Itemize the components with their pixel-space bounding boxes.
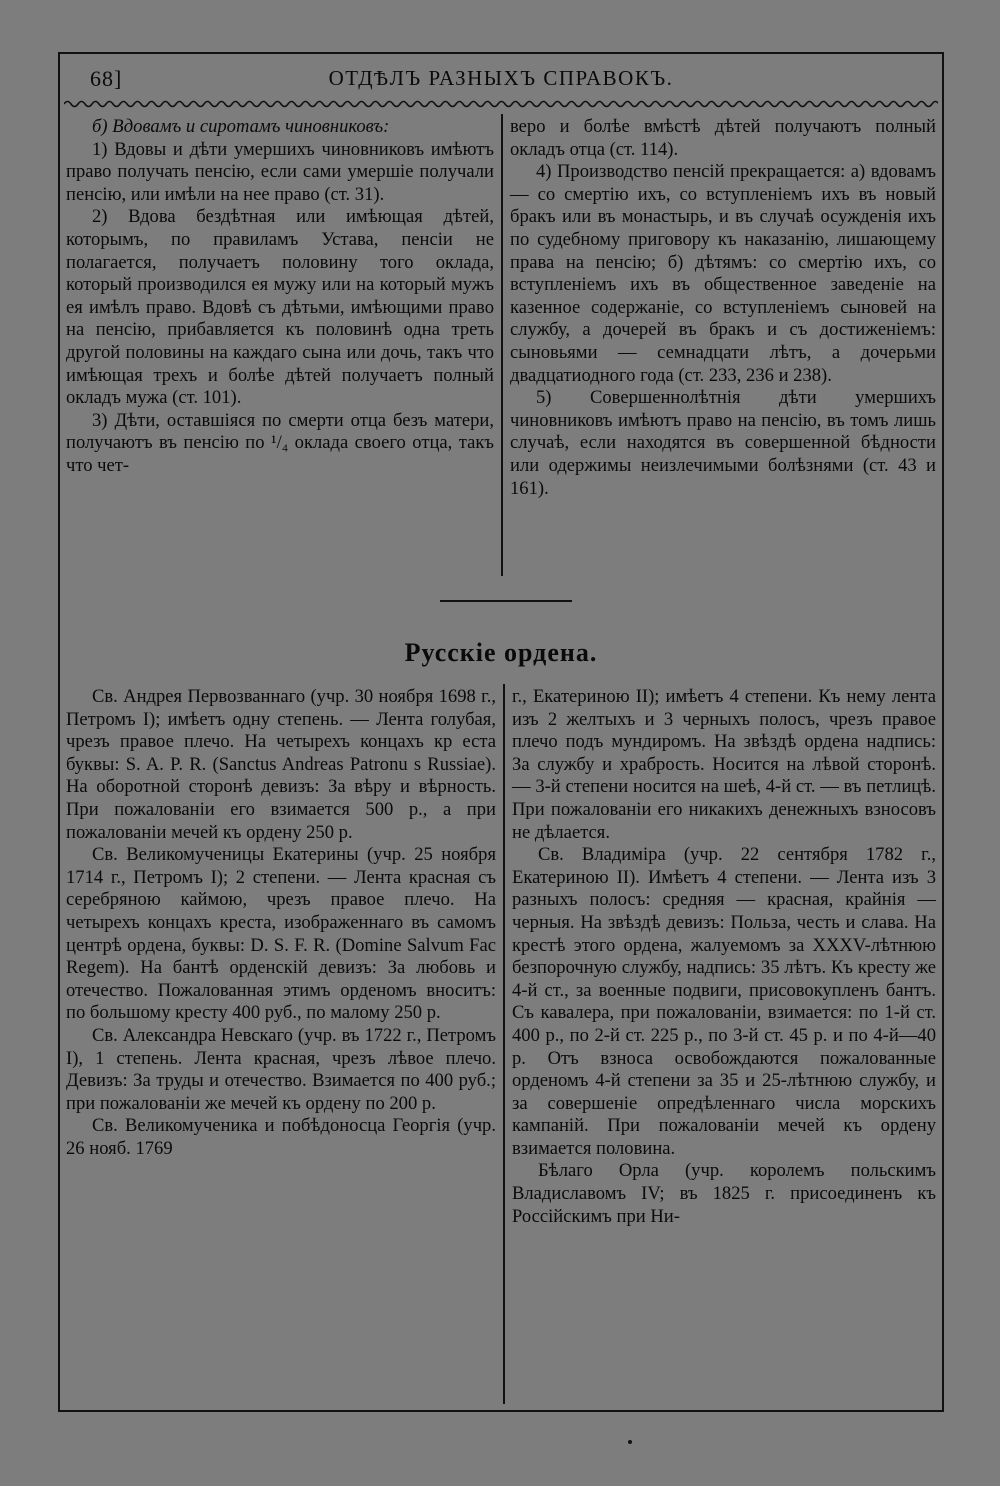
paragraph: Св. Александра Невскаго (учр. въ 1722 г., Петромъ I), 1 степень. Лента красная, чрезъ лѣвое плечо. Девизъ: За труды и отечество. Взимается по 400 руб.; при пожалованіи же мечей къ ордену по 200 р. xyxy=(66,1024,496,1114)
paragraph: Св. Великомученика и побѣдоносца Георгія (учр. 26 нояб. 1769 xyxy=(66,1115,496,1159)
paragraph: г., Екатериною II); имѣетъ 4 степени. Къ нему лента изъ 2 желтыхъ и 3 черныхъ полосъ, чрезъ правое плечо подъ мундиромъ. На звѣздѣ ордена надпись: За службу и храбрость. Носится на лѣвой сторонѣ. — 3-й степени носится на шеѣ, 4-й ст. — въ петлицѣ. При пожалованіи его никакихъ денежныхъ взносовъ не дѣлается. xyxy=(512,686,936,843)
orders-left-column xyxy=(66,686,496,1160)
speck-mark xyxy=(628,1440,632,1444)
paragraph: б) Вдовамъ и сиротамъ чиновниковъ: xyxy=(92,116,390,137)
section-title: Русскіе ордена. xyxy=(404,638,598,667)
top-right-column xyxy=(510,116,936,500)
paragraph: 1) Вдовы и дѣти умершихъ чиновниковъ имѣютъ право получать пенсію, если сами умершіе получали пенсію, или имѣли на нее право (ст. 31). xyxy=(66,138,494,205)
book-page xyxy=(58,52,944,1412)
paragraph: Бѣлаго Орла (учр. королемъ польскимъ Владиславомъ IV; въ 1825 г. присоединенъ къ Россійскимъ при Ни- xyxy=(512,1160,936,1227)
orders-right-column xyxy=(512,686,936,1228)
top-left-column xyxy=(66,116,494,478)
page-number: 68] xyxy=(90,66,123,91)
page-header xyxy=(60,64,942,100)
section-separator xyxy=(440,600,572,602)
column-rule-top xyxy=(501,114,503,576)
paragraph: 2) Вдова бездѣтная или имѣющая дѣтей, которымъ, по правиламъ Устава, пенсіи не полагается, получаетъ половину того оклада, который производился ея мужу или на который мужъ ея имѣлъ право. Вдовѣ съ дѣтьми, имѣющими право на пенсію, прибавляется къ половинѣ одна треть другой половины на каждаго сына или дочь, такъ что имѣющая трехъ и болѣе дѣтей получаетъ полный окладъ мужа (ст. 101). xyxy=(66,206,494,409)
running-title: ОТДѢЛЪ РАЗНЫХЪ СПРАВОКЪ. xyxy=(328,66,674,90)
paragraph: Св. Владиміра (учр. 22 сентября 1782 г., Екатериною II). Имѣетъ 4 степени. — Лента изъ 3 разныхъ полосъ: средняя — красная, крайнія — черныя. На звѣздѣ девизъ: Польза, честь и слава. На крестѣ этого ордена, жалуемомъ за XXXV-лѣтнюю безпорочную службу, надпись: 35 лѣтъ. Къ кресту же 4-й ст., за военные подвиги, присовокупленъ бантъ. Съ кавалера, при пожалованіи, взимается: по 1-й ст. 400 р., по 2-й ст. 225 р., по 3-й ст. 45 р. и по 4-й—40 р. Отъ взноса освобождаются пожалованные орденомъ 4-й степени за 35 и 25-лѣтнюю службу, и за совершеніе опредѣленнаго числа морскихъ кампаній. При пожалованіи мечей къ ордену взимается половина. xyxy=(512,844,936,1159)
paragraph: Св. Андрея Первозваннаго (учр. 30 ноября 1698 г., Петромъ I); имѣетъ одну степень. — Лента голубая, чрезъ правое плечо. На четырехъ концахъ кр еста буквы: S. A. P. R. (Sanctus Andreas Patronu s Russiae). На оборотной сторонѣ девизъ: За вѣру и вѣрность. При пожалованіи его взимается 500 р., а при пожалованіи мечей къ ордену 250 р. xyxy=(66,686,496,843)
paragraph: 3) Дѣти, оставшіяся по смерти отца безъ матери, получаютъ въ пенсію по ¹/₄ оклада своего отца, такъ что чет- xyxy=(66,409,494,476)
wavy-rule xyxy=(64,98,938,110)
paragraph: 4) Производство пенсій прекращается: а) вдовамъ — со смертію ихъ, со вступленіемъ ихъ въ новый бракъ или въ монастырь, и въ случаѣ осужденія ихъ по судебному приговору къ наказанію, лишающему права на пенсію; б) дѣтямъ: со смертію ихъ, со вступленіемъ ихъ въ общественное заведеніе на казенное содержаніе, со вступленіемъ сыновей на службу, а дочерей въ бракъ и съ достиженіемъ: сыновьями — семнадцати лѣтъ, а дочерьми двадцатиодного года (ст. 233, 236 и 238). xyxy=(510,161,936,386)
paragraph: веро и болѣе вмѣстѣ дѣтей получаютъ полный окладъ отца (ст. 114). xyxy=(510,116,936,160)
paragraph: 5) Совершеннолѣтнія дѣти умершихъ чиновниковъ имѣютъ право на пенсію, въ томъ лишь случаѣ, если находятся въ совершенной бѣдности или одержимы неизлечимыми болѣзнями (ст. 43 и 161). xyxy=(510,387,936,499)
paragraph: Св. Великомученицы Екатерины (учр. 25 ноября 1714 г., Петромъ I); 2 степени. — Лента красная съ серебряною каймою, чрезъ правое плечо. На четырехъ концахъ креста, изображеннаго въ самомъ центрѣ ордена, буквы: D. S. F. R. (Domine Salvum Fac Regem). На бантѣ орденскій девизъ: За любовь и отечество. Пожалованная этимъ орденомъ вноситъ: по большому кресту 400 руб., по малому 250 р. xyxy=(66,844,496,1024)
column-rule-bottom xyxy=(503,684,505,1404)
